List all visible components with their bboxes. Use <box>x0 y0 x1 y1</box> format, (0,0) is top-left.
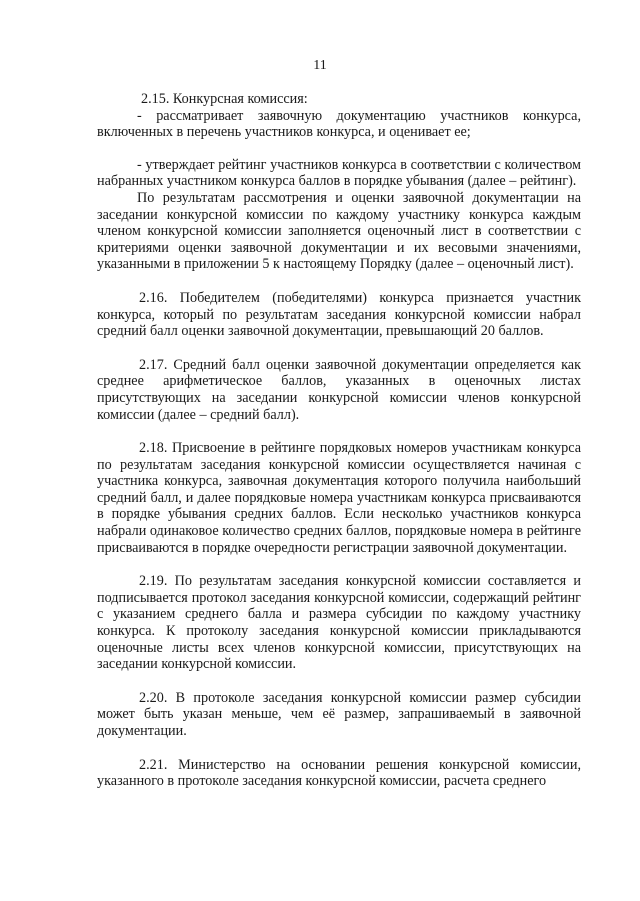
section-2-15-paragraph: По результатам рассмотрения и оценки заявочной документации на заседании конкурсной комиссии по каждому участнику конкурса каждым членом конкурсной комиссии заполняется оценочный лист в соответствии с критериями оценки заявочной документации и их весовыми значениями, указанными в приложении 5 к настоящему Порядку (далее – оценочный лист). <box>97 189 581 273</box>
section-2-19: 2.19. По результатам заседания конкурсной комиссии составляется и подписывается протокол заседания конкурсной комиссии, содержащий рейтинг с указанием среднего балла и размера субсидии по каждому участнику конкурса. К протоколу заседания конкурсной комиссии прикладываются оценочные листы всех членов конкурсной комиссии, присутствующих на заседании конкурсной комиссии. <box>97 573 581 673</box>
section-2-17: 2.17. Средний балл оценки заявочной документации определяется как среднее арифметическое баллов, указанных в оценочных листах присутствующих на заседании конкурсной комиссии членов конкурсной комиссии (далее – средний балл). <box>97 356 581 423</box>
section-2-16: 2.16. Победителем (победителями) конкурса признается участник конкурса, который по результатам заседания конкурсной комиссии набрал средний балл оценки заявочной документации, превышающий 20 баллов. <box>97 289 581 340</box>
section-2-18: 2.18. Присвоение в рейтинге порядковых номеров участникам конкурса по результатам заседания конкурсной комиссии осуществляется начиная с участника конкурса, заявочная документация которого получила наибольший средний балл, и далее порядковые номера участникам конкурса присваиваются в порядке убывания средних баллов. Если несколько участников конкурса набрали одинаковое количество средних баллов, порядковые номера в рейтинге присваиваются в порядке очередности регистрации заявочной документации. <box>97 440 581 556</box>
page-number: 11 <box>313 58 327 73</box>
section-2-15-item-1: - рассматривает заявочную документацию участников конкурса, включенных в перечень участников конкурса, и оценивает ее; <box>97 107 581 141</box>
section-2-21: 2.21. Министерство на основании решения конкурсной комиссии, указанного в протоколе заседания конкурсной комиссии, расчета среднего <box>97 756 581 790</box>
document-body <box>97 91 581 790</box>
section-2-15-item-2: - утверждает рейтинг участников конкурса в соответствии с количеством набранных участником конкурса баллов в порядке убывания (далее – рейтинг). <box>97 156 581 190</box>
section-2-20: 2.20. В протоколе заседания конкурсной комиссии размер субсидии может быть указан меньше, чем её размер, запрашиваемый в заявочной документации. <box>97 689 581 739</box>
section-2-15-heading: 2.15. Конкурсная комиссия: <box>141 91 308 107</box>
